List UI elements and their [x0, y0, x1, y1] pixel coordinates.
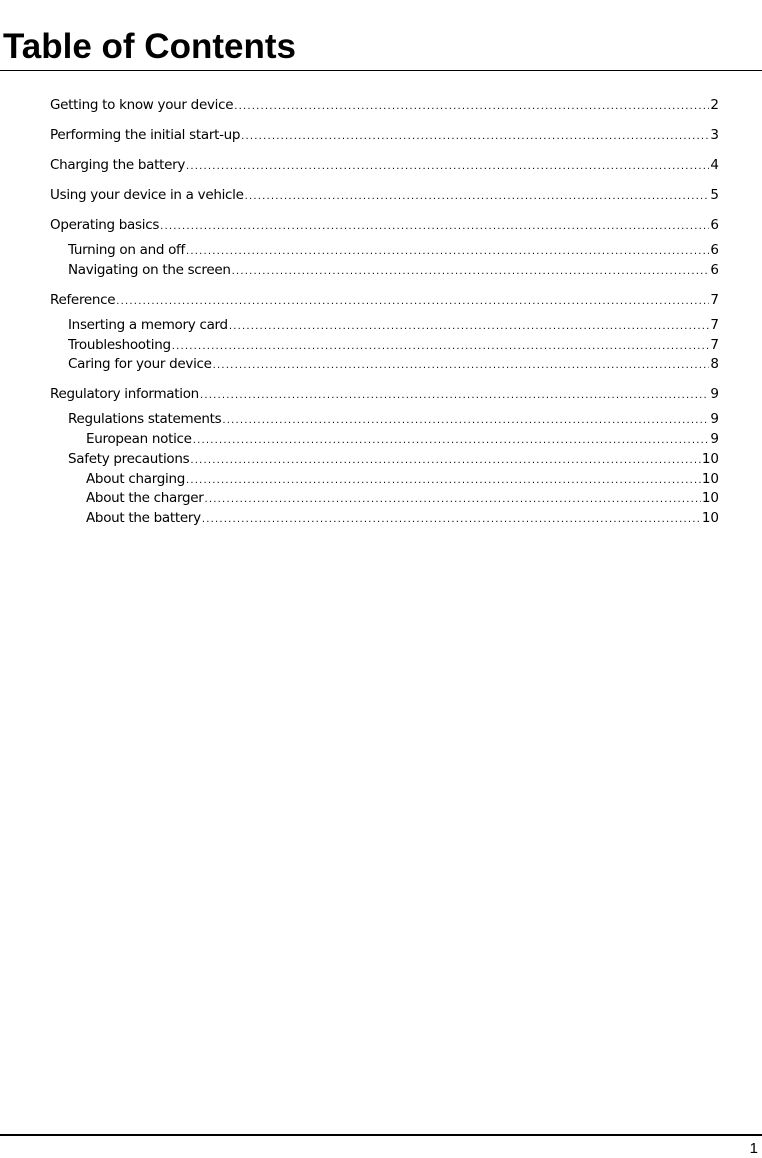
toc-entry-page: 2 — [710, 97, 719, 113]
toc-dot-leader — [160, 218, 709, 234]
toc-entry[interactable] — [50, 186, 719, 204]
toc-entry-text: Charging the battery — [50, 157, 186, 173]
toc-entry-page: 9 — [710, 411, 719, 427]
toc-entry[interactable] — [50, 291, 719, 309]
toc-entry[interactable] — [68, 410, 719, 428]
toc-dot-leader — [172, 338, 710, 354]
toc-entry-text: Reference — [50, 292, 116, 308]
toc-dot-leader — [241, 128, 709, 144]
toc-entry-text: Troubleshooting — [68, 337, 171, 353]
toc-entry[interactable] — [50, 96, 719, 114]
toc-entry-text: Navigating on the screen — [68, 262, 231, 278]
toc-entry-text: Inserting a memory card — [68, 317, 228, 333]
toc-entry-page: 9 — [710, 431, 719, 447]
toc-entry-page: 10 — [701, 490, 719, 506]
toc-entry-page: 6 — [710, 262, 719, 278]
toc-dot-leader — [205, 491, 701, 507]
toc-dot-leader — [186, 158, 709, 174]
toc-dot-leader — [213, 357, 710, 373]
toc-entry[interactable] — [68, 316, 719, 334]
toc-dot-leader — [190, 452, 700, 468]
toc-entry-text: Caring for your device — [68, 356, 212, 372]
toc-entry-text: About the charger — [86, 490, 204, 506]
toc-entry-text: Operating basics — [50, 217, 160, 233]
toc-dot-leader — [232, 263, 710, 279]
toc-entry[interactable] — [68, 261, 719, 279]
toc-dot-leader — [193, 432, 710, 448]
toc-entry-page: 10 — [701, 471, 719, 487]
page-number: 1 — [749, 1140, 758, 1157]
toc-entry-text: Turning on and off — [68, 242, 185, 258]
toc-entry-page: 3 — [710, 127, 719, 143]
toc-entry[interactable] — [50, 126, 719, 144]
toc-entry-page: 10 — [701, 451, 719, 467]
toc-entry-text: Using your device in a vehicle — [50, 187, 244, 203]
toc-entry-page: 5 — [710, 187, 719, 203]
footer-divider — [0, 1134, 762, 1136]
toc-dot-leader — [116, 293, 709, 309]
toc-dot-leader — [229, 318, 710, 334]
toc-entry-page: 6 — [710, 217, 719, 233]
toc-dot-leader — [202, 511, 701, 527]
toc-entry[interactable] — [86, 489, 719, 507]
toc-entry-page: 7 — [710, 337, 719, 353]
toc-entry-page: 10 — [701, 510, 719, 526]
toc-dot-leader — [186, 472, 701, 488]
toc-entry[interactable] — [86, 509, 719, 527]
toc-dot-leader — [200, 387, 709, 403]
toc-entry-page: 9 — [710, 386, 719, 402]
toc-entry-text: Regulations statements — [68, 411, 222, 427]
toc-entry-text: Performing the initial start-up — [50, 127, 241, 143]
toc-entry[interactable] — [68, 355, 719, 373]
toc-entry-text: About the battery — [86, 510, 201, 526]
title-divider — [0, 70, 762, 71]
toc-entry-page: 7 — [710, 317, 719, 333]
toc-entry[interactable] — [50, 156, 719, 174]
toc-entry[interactable] — [68, 336, 719, 354]
toc-entry-page: 6 — [710, 242, 719, 258]
toc-dot-leader — [245, 188, 710, 204]
toc-entry-page: 4 — [710, 157, 719, 173]
toc-entry-page: 7 — [710, 292, 719, 308]
toc-entry[interactable] — [68, 450, 719, 468]
page-title: Table of Contents — [3, 27, 296, 66]
toc-entry[interactable] — [86, 470, 719, 488]
toc-entry-text: Regulatory information — [50, 386, 199, 402]
toc-entry[interactable] — [86, 430, 719, 448]
toc-entry-text: About charging — [86, 471, 186, 487]
toc-entry[interactable] — [68, 241, 719, 259]
toc-entry-text: Safety precautions — [68, 451, 190, 467]
toc-entry[interactable] — [50, 216, 719, 234]
toc-entry[interactable] — [50, 385, 719, 403]
toc-dot-leader — [222, 412, 709, 428]
toc-dot-leader — [234, 98, 709, 114]
toc-entry-text: Getting to know your device — [50, 97, 234, 113]
toc-dot-leader — [186, 243, 709, 259]
toc-entry-text: European notice — [86, 431, 192, 447]
toc-entry-page: 8 — [710, 356, 719, 372]
